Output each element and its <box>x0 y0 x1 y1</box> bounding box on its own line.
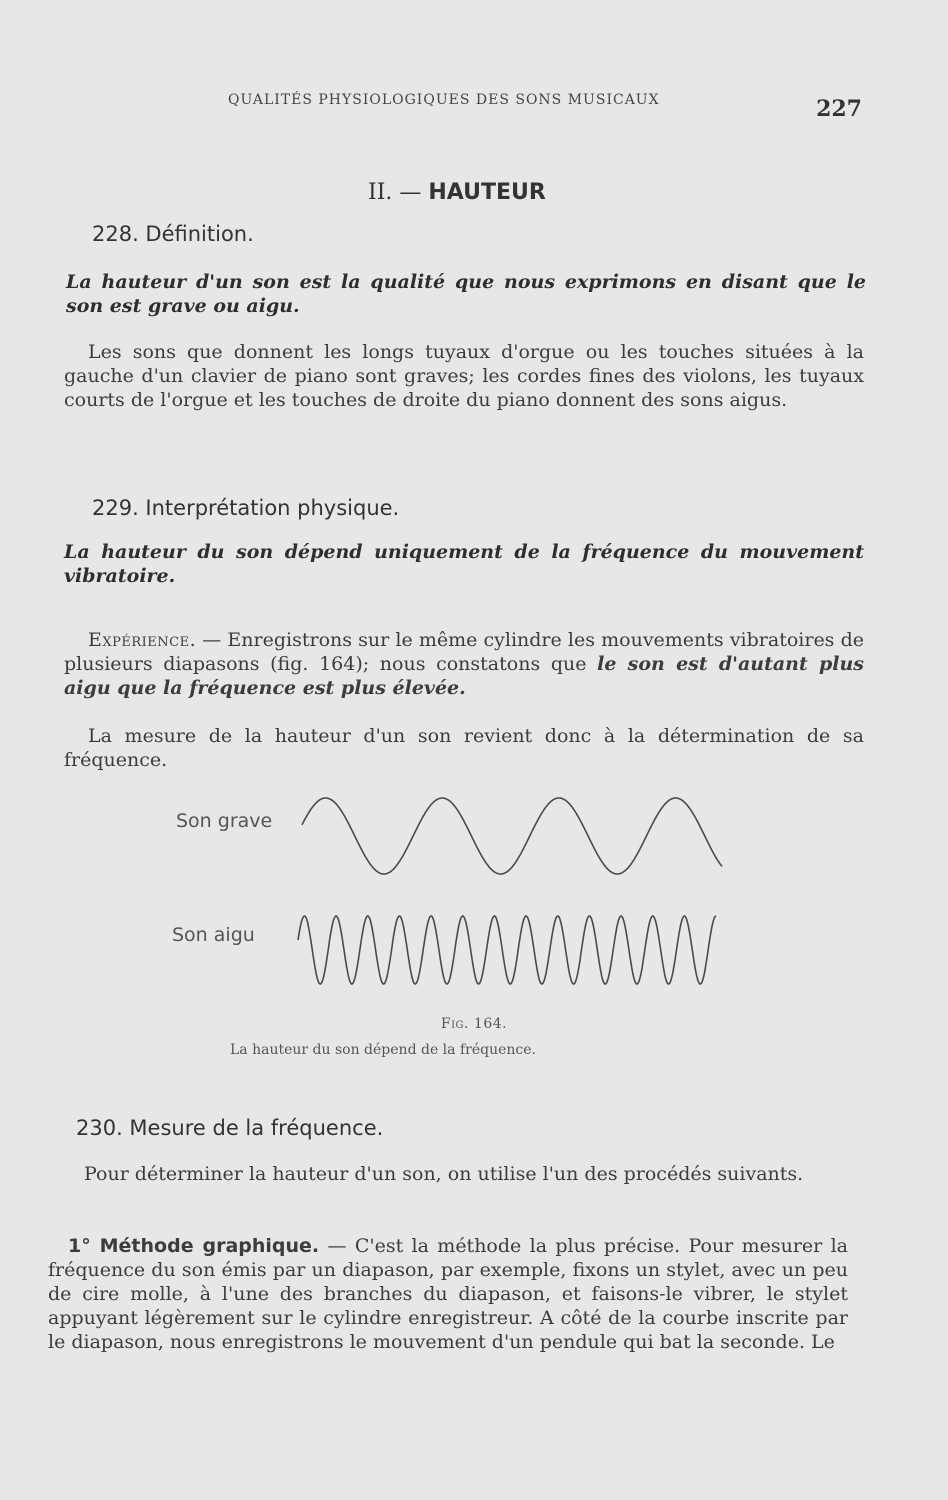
label-son-grave: Son grave <box>176 810 273 832</box>
paragraph-230-intro: Pour déterminer la hauteur d'un son, on utilise l'un des procédés suivants. <box>84 1163 804 1185</box>
waveform-svg <box>160 790 740 1000</box>
paragraph-228-body: Les sons que donnent les longs tuyaux d'orgue ou les touches situées à la gauche d'un clavier de piano sont graves; les cordes fines des violons, les tuyaux courts de l'orgue et les touches de droite du piano donnent des sons aigus. <box>64 341 864 411</box>
section-title <box>368 180 546 205</box>
experience-text: — Enregistrons sur le même cylindre les mouvements vibratoires de plusieurs diapasons (fig. 164); nous constatons que <box>64 629 864 675</box>
experience-conclusion: le son est d'autant plus aigu que la fréquence est plus élevée. <box>64 653 864 699</box>
section-name: HAUTEUR <box>428 180 546 205</box>
figure-number: Fig. 164. <box>440 1016 508 1032</box>
method-paragraph <box>48 1234 848 1354</box>
figure-caption: La hauteur du son dépend de la fréquence. <box>230 1042 536 1058</box>
definition-text: La hauteur d'un son est la qualité que nous exprimons en disant que le son est grave ou aigu. <box>66 271 866 317</box>
heading-230: 230. Mesure de la fréquence. <box>76 1116 384 1140</box>
label-son-aigu: Son aigu <box>172 924 255 946</box>
heading-228: 228. Définition. <box>92 222 254 246</box>
heading-229: 229. Interprétation physique. <box>92 496 400 520</box>
running-title: QUALITÉS PHYSIOLOGIQUES DES SONS MUSICAUX <box>228 92 660 108</box>
figure-164 <box>160 790 740 1000</box>
wave-son-aigu <box>298 916 716 984</box>
experience-label: Expérience. <box>88 629 197 651</box>
statement-229: La hauteur du son dépend uniquement de la fréquence du mouvement vibratoire. <box>64 541 864 587</box>
page-number: 227 <box>816 96 862 122</box>
section-numeral: II. — <box>368 180 422 205</box>
experience-paragraph <box>64 628 864 700</box>
measure-paragraph: La mesure de la hauteur d'un son revient donc à la détermination de sa fréquence. <box>64 725 864 771</box>
method-text: — C'est la méthode la plus précise. Pour mesurer la fréquence du son émis par un diapason, par exemple, fixons un stylet, avec un peu de cire molle, à l'une des branches du diapason, et faisons-le vibrer, le stylet appuyant légèrement sur le cylindre enregistreur. A côté de la courbe inscrite par le diapason, nous enregistrons le mouvement d'un pendule qui bat la seconde. Le <box>48 1235 848 1353</box>
wave-son-grave <box>302 798 722 874</box>
method-label: 1° Méthode graphique. <box>68 1235 320 1257</box>
